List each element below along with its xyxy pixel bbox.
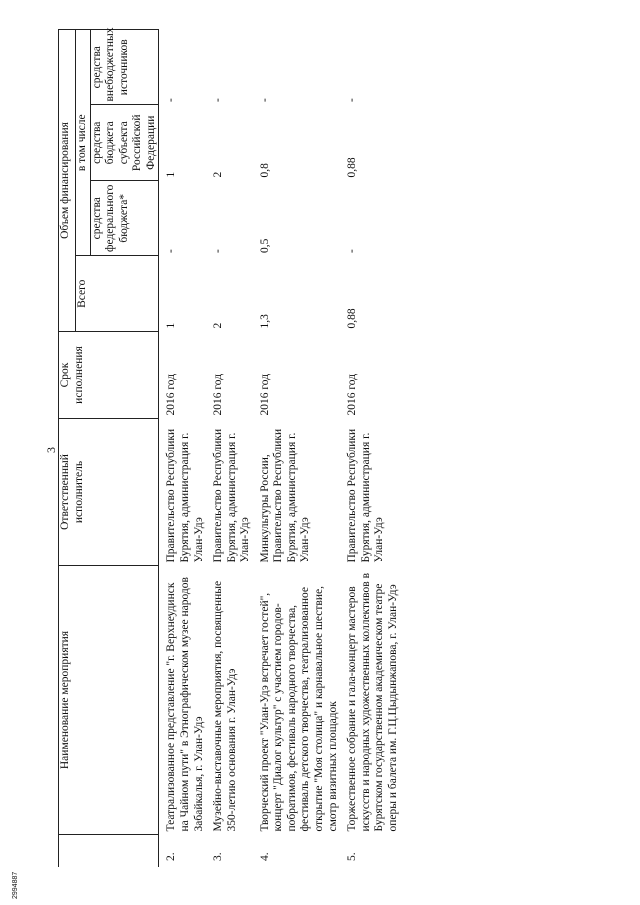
header-executor: Ответственный исполнитель	[59, 419, 159, 566]
header-extrabudget: средства внебюджетных источников	[90, 30, 159, 106]
page-number: 3	[44, 447, 58, 453]
header-regional: средства бюджета субъекта Российской Федерации	[90, 105, 159, 181]
row-event-name: Торжественное собрание и гала-концерт мастеров искусств и народных художественных коллективов в Бурятском государственном академическом театре оперы и балета им. Г.Ц.Цыдынжапова, г. Улан-Удэ	[346, 572, 399, 832]
row-term: 2016 год	[346, 373, 359, 416]
table-body	[159, 30, 401, 868]
row-federal: -	[346, 249, 359, 253]
table-row	[159, 30, 206, 868]
events-table	[58, 29, 400, 867]
row-total: 2	[212, 322, 225, 329]
document-id: 2994887	[12, 871, 19, 899]
row-regional: 0,88	[346, 157, 359, 178]
header-total: Всего	[76, 256, 159, 332]
row-executor: Правительство Республики Бурятия, администрация г. Улан-Удэ	[346, 428, 386, 563]
row-extrabudget: -	[346, 98, 359, 102]
row-federal: 0,5	[258, 238, 271, 253]
row-number: 3.	[212, 852, 225, 861]
row-event-name: Творческий проект "Улан-Удэ встречает гостей", концерт "Диалог культур" с участием городов-побратимов, фестиваль народного творчества, фестиваль детского творчества, театрализованное открытие "Моя столица" и карнавальное шествие, смотр визитных площадок	[258, 586, 339, 832]
row-number: 4.	[258, 852, 271, 861]
row-event-name: Музейно-выставочные мероприятия, посвященные 350-летию основания г. Улан-Удэ	[212, 580, 238, 832]
row-term: 2016 год	[165, 373, 178, 416]
row-executor: Правительство Республики Бурятия, администрация г. Улан-Удэ	[165, 428, 205, 563]
row-regional: 0,8	[258, 163, 271, 178]
row-federal: -	[165, 249, 178, 253]
row-extrabudget: -	[212, 98, 225, 102]
table-row	[253, 30, 340, 868]
header-federal: средства федерального бюджета*	[90, 181, 159, 257]
row-number: 5.	[346, 852, 359, 861]
header-in-that: в том числе	[76, 30, 91, 257]
table-header	[59, 27, 159, 868]
row-total: 1,3	[258, 314, 271, 329]
row-extrabudget: -	[165, 98, 178, 102]
row-federal: -	[212, 249, 225, 253]
row-regional: 2	[212, 171, 225, 178]
header-funding: Объем финансирования	[59, 30, 76, 332]
row-total: 0,88	[346, 308, 359, 329]
row-number: 2.	[165, 852, 178, 861]
row-total: 1	[165, 322, 178, 329]
table-row	[340, 30, 400, 868]
row-event-name: Театрализованное представление "г. Верхнеудинск на Чайном пути" в Этнографическом музее народов Забайкалья, г. Улан-Удэ	[165, 577, 205, 832]
table-row	[206, 30, 253, 868]
row-term: 2016 год	[258, 373, 271, 416]
header-term: Срок исполнения	[59, 332, 159, 419]
row-executor: Минкультуры России, Правительство Республики Бурятия, администрация г. Улан-Удэ	[258, 428, 312, 563]
row-extrabudget: -	[258, 98, 271, 102]
row-term: 2016 год	[212, 373, 225, 416]
header-number	[59, 835, 159, 868]
row-executor: Правительство Республики Бурятия, администрация г. Улан-Удэ	[212, 428, 252, 563]
row-regional: 1	[165, 171, 178, 178]
header-event-name: Наименование мероприятия	[59, 566, 159, 835]
